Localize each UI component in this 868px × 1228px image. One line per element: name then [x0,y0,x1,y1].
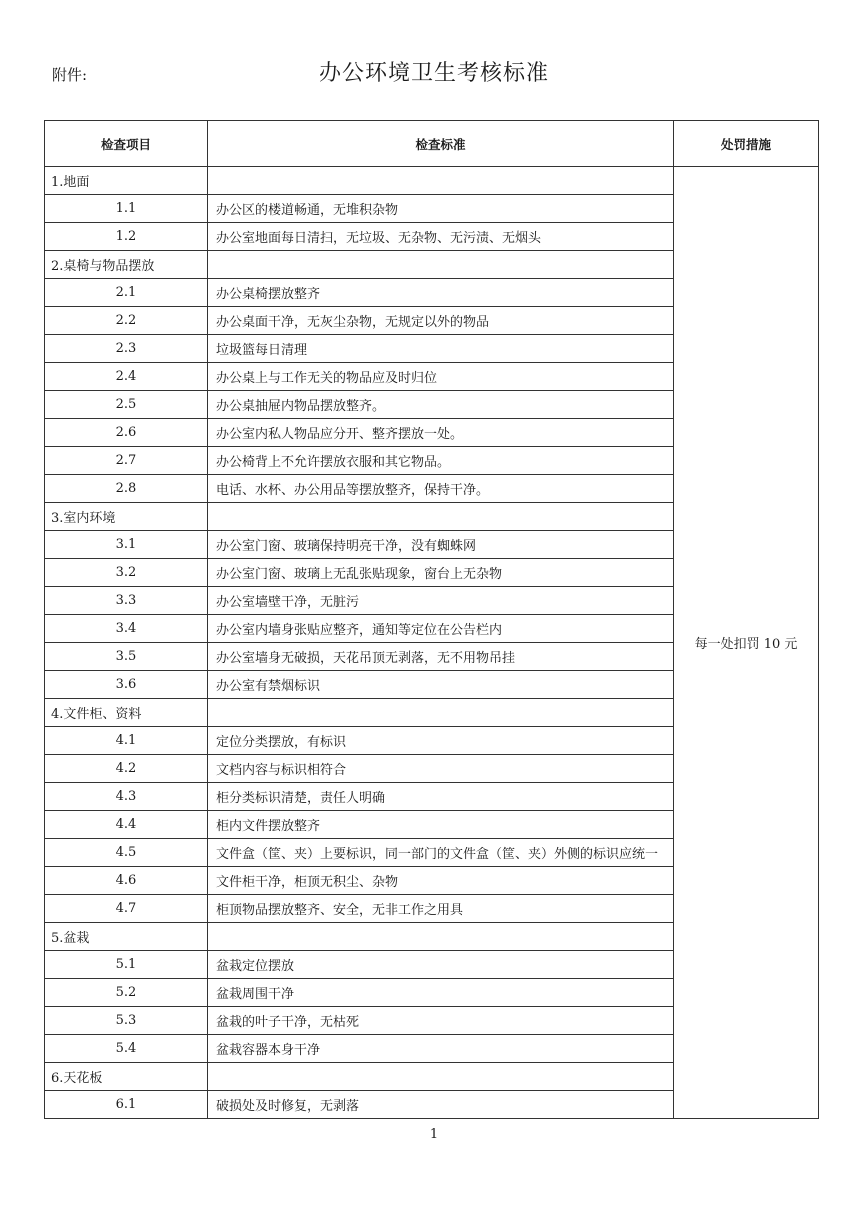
item-number: 4.5 [45,839,208,867]
table-body [45,167,819,1119]
column-header-penalty: 处罚措施 [674,121,819,167]
standard-text: 盆栽容器本身干净 [208,1035,674,1063]
item-number: 4.4 [45,811,208,839]
table-header-row [45,121,819,167]
standard-text: 柜分类标识清楚，责任人明确 [208,783,674,811]
item-number: 4.3 [45,783,208,811]
standard-text: 柜顶物品摆放整齐、安全，无非工作之用具 [208,895,674,923]
column-header-standard: 检查标准 [208,121,674,167]
standard-text: 办公室门窗、玻璃上无乱张贴现象，窗台上无杂物 [208,559,674,587]
standard-text [208,699,674,727]
item-number: 3.3 [45,587,208,615]
page-number: 1 [429,1127,439,1142]
item-number: 2.2 [45,307,208,335]
item-number: 5.4 [45,1035,208,1063]
column-header-item: 检查项目 [45,121,208,167]
standard-text [208,1063,674,1091]
standard-text: 办公桌椅摆放整齐 [208,279,674,307]
item-number: 3.1 [45,531,208,559]
item-number: 5.3 [45,1007,208,1035]
standard-text: 办公室地面每日清扫，无垃圾、无杂物、无污渍、无烟头 [208,223,674,251]
category-label: 6.天花板 [45,1063,208,1091]
item-number: 3.2 [45,559,208,587]
standard-text: 破损处及时修复，无剥落 [208,1091,674,1119]
item-number: 2.1 [45,279,208,307]
item-number: 2.8 [45,475,208,503]
standard-text: 文件柜干净，柜顶无积尘、杂物 [208,867,674,895]
item-number: 1.2 [45,223,208,251]
item-number: 4.6 [45,867,208,895]
attachment-label: 附件: [52,66,88,84]
item-number: 5.1 [45,951,208,979]
item-number: 4.1 [45,727,208,755]
standard-text: 柜内文件摆放整齐 [208,811,674,839]
standard-text: 办公室门窗、玻璃保持明亮干净，没有蜘蛛网 [208,531,674,559]
standard-text: 文档内容与标识相符合 [208,755,674,783]
standard-text: 办公桌抽屉内物品摆放整齐。 [208,391,674,419]
item-number: 6.1 [45,1091,208,1119]
standard-text: 盆栽周围干净 [208,979,674,1007]
standard-text [208,503,674,531]
item-number: 2.5 [45,391,208,419]
item-number: 2.3 [45,335,208,363]
standard-text: 电话、水杯、办公用品等摆放整齐，保持干净。 [208,475,674,503]
standard-text [208,251,674,279]
category-label: 3.室内环境 [45,503,208,531]
standard-text: 办公室内私人物品应分开、整齐摆放一处。 [208,419,674,447]
item-number: 3.6 [45,671,208,699]
item-number: 5.2 [45,979,208,1007]
standard-text [208,167,674,195]
inspection-table [44,120,819,1119]
item-number: 2.6 [45,419,208,447]
category-label: 1.地面 [45,167,208,195]
item-number: 3.5 [45,643,208,671]
category-label: 4.文件柜、资料 [45,699,208,727]
standard-text: 办公室墙身无破损，天花吊顶无剥落，无不用物吊挂 [208,643,674,671]
item-number: 1.1 [45,195,208,223]
standard-text: 盆栽的叶子干净，无枯死 [208,1007,674,1035]
standard-text: 办公室墙壁干净，无脏污 [208,587,674,615]
page-title: 办公环境卫生考核标准 [318,61,549,86]
standard-text: 文件盒（筐、夹）上要标识，同一部门的文件盒（筐、夹）外侧的标识应统一 [208,839,674,867]
standard-text: 办公区的楼道畅通，无堆积杂物 [208,195,674,223]
standard-text: 垃圾篮每日清理 [208,335,674,363]
standard-text: 办公桌上与工作无关的物品应及时归位 [208,363,674,391]
item-number: 2.4 [45,363,208,391]
category-label: 2.桌椅与物品摆放 [45,251,208,279]
penalty-cell: 每一处扣罚 10 元 [674,167,819,1119]
standard-text [208,923,674,951]
standard-text: 办公室有禁烟标识 [208,671,674,699]
standard-text: 定位分类摆放，有标识 [208,727,674,755]
item-number: 4.7 [45,895,208,923]
category-label: 5.盆栽 [45,923,208,951]
standard-text: 办公桌面干净，无灰尘杂物，无规定以外的物品 [208,307,674,335]
standard-text: 办公室内墙身张贴应整齐，通知等定位在公告栏内 [208,615,674,643]
item-number: 4.2 [45,755,208,783]
item-number: 2.7 [45,447,208,475]
standard-text: 盆栽定位摆放 [208,951,674,979]
item-number: 3.4 [45,615,208,643]
category-row [45,167,819,195]
standard-text: 办公椅背上不允许摆放衣服和其它物品。 [208,447,674,475]
